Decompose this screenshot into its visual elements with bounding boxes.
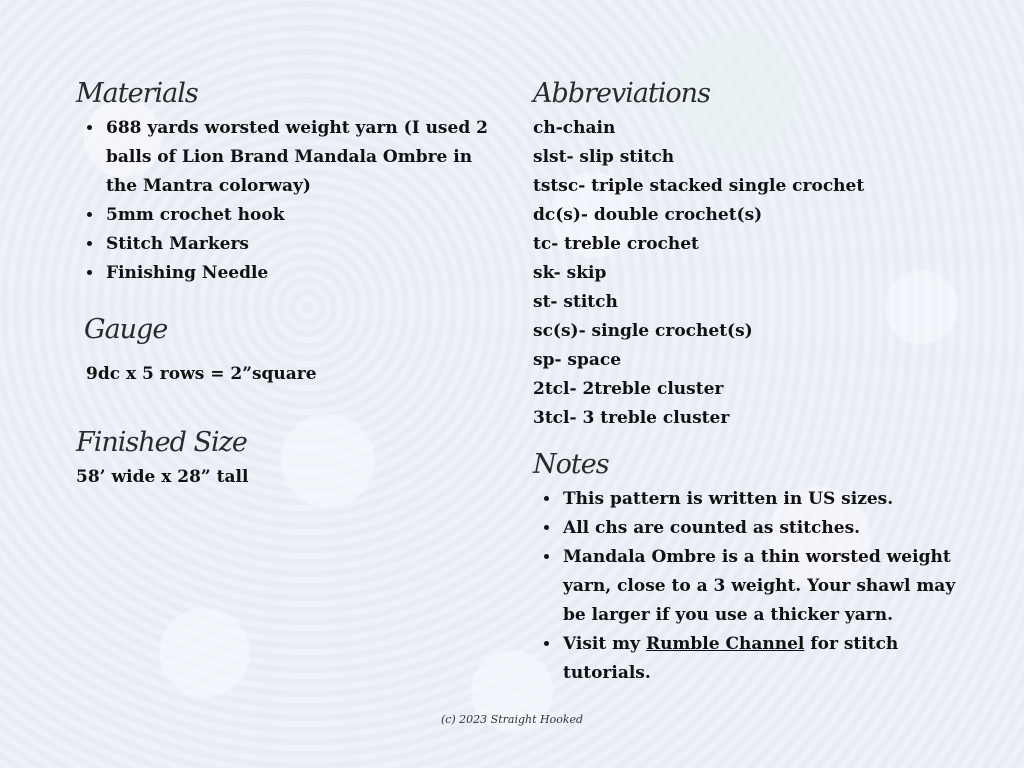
list-item: sc(s)- single crochet(s) <box>533 321 753 341</box>
list-item: sp- space <box>533 350 622 370</box>
list-item: dc(s)- double crochet(s) <box>533 205 763 225</box>
list-item: 3tcl- 3 treble cluster <box>533 408 730 428</box>
notes-heading: Notes <box>533 449 609 480</box>
notes-list <box>533 485 973 688</box>
materials-list <box>76 114 496 288</box>
list-item: sk- skip <box>533 263 607 283</box>
list-item: tstsc- triple stacked single crochet <box>533 176 865 196</box>
finished-size-text: 58’ wide x 28” tall <box>76 467 249 487</box>
list-item: ch-chain <box>533 118 616 138</box>
right-column <box>533 74 973 688</box>
list-item: • Finishing Needle <box>104 259 496 288</box>
list-item: st- stitch <box>533 292 618 312</box>
list-item: • All chs are counted as stitches. <box>561 514 973 543</box>
notes-link-prefix: Visit my <box>563 634 646 654</box>
rumble-channel-link[interactable]: Rumble Channel <box>645 634 805 654</box>
list-item: • 688 yards worsted weight yarn (I used 2 balls of Lion Brand Mandala Ombre in the Mantra colorway) <box>104 114 496 201</box>
list-item: • Stitch Markers <box>104 230 496 259</box>
gauge-text: 9dc x 5 rows = 2”square <box>86 364 317 384</box>
list-item: tc- treble crochet <box>533 234 699 254</box>
list-item: • This pattern is written in US sizes. <box>561 485 973 514</box>
finished-size-heading: Finished Size <box>76 427 247 458</box>
left-column <box>76 74 496 492</box>
notes-link-suffix: for stitch tutorials. <box>563 634 899 683</box>
abbreviations-list <box>533 114 973 433</box>
list-item: 2tcl- 2treble cluster <box>533 379 724 399</box>
list-item: slst- slip stitch <box>533 147 675 167</box>
list-item: • Mandala Ombre is a thin worsted weight yarn, close to a 3 weight. Your shawl may be larger if you use a thicker yarn. <box>561 543 973 630</box>
abbreviations-heading: Abbreviations <box>533 78 710 109</box>
gauge-heading: Gauge <box>84 314 168 345</box>
copyright-footer: (c) 2023 Straight Hooked <box>440 713 584 726</box>
list-item: • 5mm crochet hook <box>104 201 496 230</box>
list-item <box>561 630 973 688</box>
materials-heading: Materials <box>76 78 198 109</box>
